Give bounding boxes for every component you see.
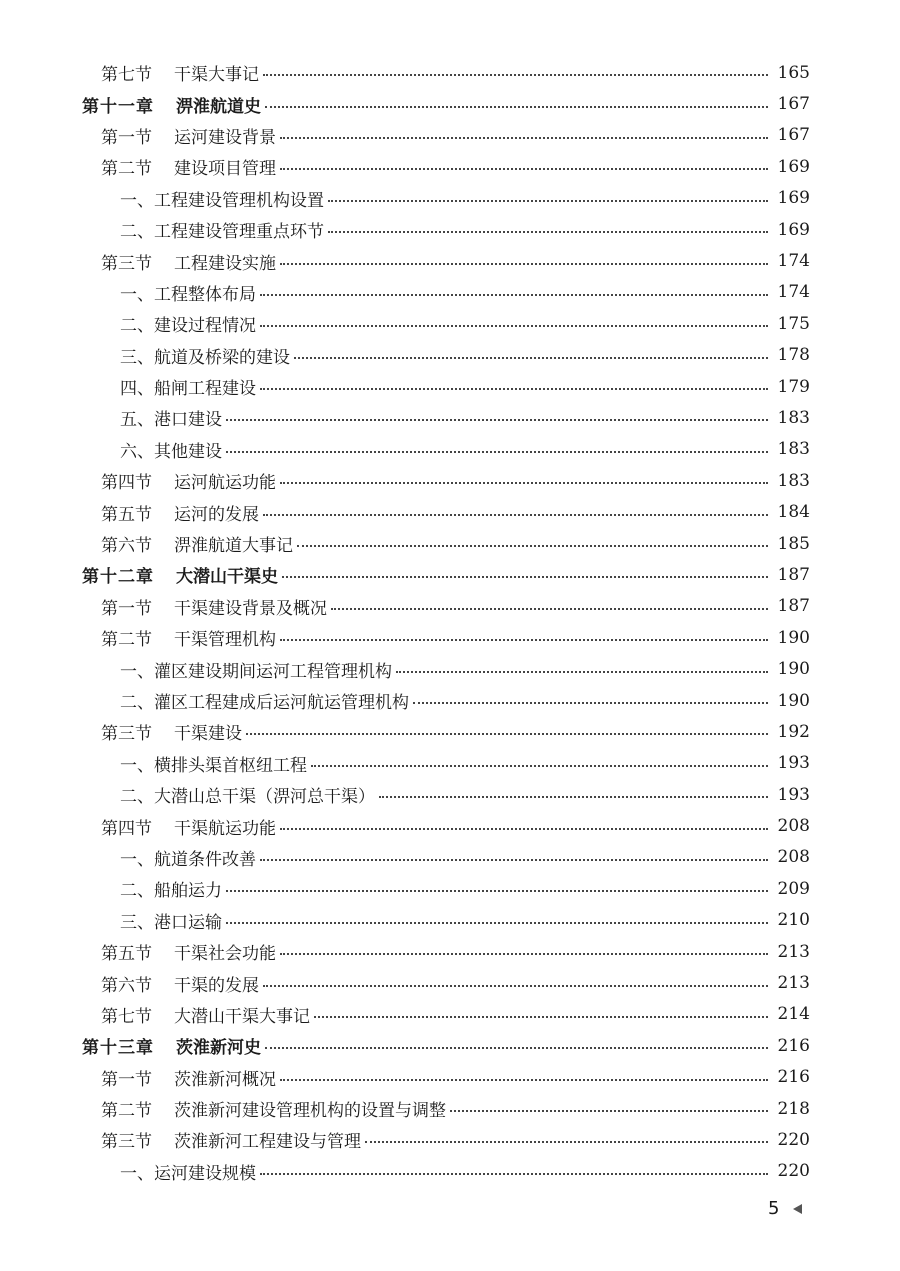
toc-entry-title: [120, 405, 224, 430]
toc-entry-label: 第七节: [101, 1006, 152, 1027]
dot-leader: [280, 262, 768, 265]
toc-entry-title: [101, 971, 261, 996]
toc-entry-text: 四、船闸工程建设: [120, 379, 256, 400]
toc-entry-text: 干渠社会功能: [174, 944, 276, 965]
triangle-left-icon: [793, 1204, 802, 1214]
toc-entry-title: [120, 845, 258, 870]
toc-section-entry[interactable]: [0, 151, 900, 182]
dot-leader: [260, 293, 768, 296]
toc-entry-label: 第三节: [101, 1132, 152, 1153]
toc-page-number: 218: [777, 1098, 810, 1119]
toc-entry-title: [120, 280, 258, 305]
toc-entry-text: 一、航道条件改善: [120, 849, 256, 870]
toc-page-number: 220: [777, 1129, 810, 1150]
toc-item-entry[interactable]: [0, 308, 900, 339]
toc-entry-text: 淠淮航道大事记: [174, 536, 293, 557]
toc-page-number: 210: [777, 910, 810, 931]
dot-leader: [263, 73, 768, 76]
toc-page-number: 167: [777, 94, 810, 115]
toc-entry-label: 第二节: [101, 1101, 152, 1122]
dot-leader: [280, 481, 768, 484]
toc-entry-title: [120, 908, 224, 933]
toc-entry-text: 五、港口建设: [120, 410, 222, 431]
toc-entry-text: 干渠大事记: [174, 65, 259, 86]
dot-leader: [311, 764, 768, 767]
toc-entry-title: [101, 939, 278, 964]
toc-page-number: 190: [777, 627, 810, 648]
toc-page-number: 175: [777, 313, 810, 334]
toc-page-number: 169: [777, 156, 810, 177]
toc-entry-title: [101, 249, 278, 274]
toc-section-entry[interactable]: [0, 967, 900, 998]
toc-section-entry[interactable]: [0, 496, 900, 527]
toc-chapter-entry[interactable]: [0, 1030, 900, 1061]
toc-entry-text: 运河航运功能: [174, 473, 276, 494]
toc-entry-text: 一、工程建设管理机构设置: [120, 190, 324, 211]
toc-entry-text: 二、船舶运力: [120, 881, 222, 902]
toc-page-number: 187: [777, 564, 810, 585]
dot-leader: [280, 827, 768, 830]
toc-entry-text: 三、港口运输: [120, 912, 222, 933]
toc-entry-text: 一、运河建设规模: [120, 1163, 256, 1184]
dot-leader: [280, 136, 768, 139]
toc-entry-title: [101, 625, 278, 650]
dot-leader: [294, 356, 768, 359]
toc-section-entry[interactable]: [0, 716, 900, 747]
toc-entry-label: 第一节: [101, 1069, 152, 1090]
toc-entry-title: [101, 814, 278, 839]
toc-entry-label: 第六节: [101, 536, 152, 557]
toc-entry-label: 第一节: [101, 598, 152, 619]
toc-entry-label: 第三节: [101, 253, 152, 274]
toc-section-entry[interactable]: [0, 810, 900, 841]
toc-entry-label: 第二节: [101, 630, 152, 651]
toc-entry-text: 运河的发展: [174, 504, 259, 525]
toc-page-number: 183: [777, 407, 810, 428]
toc-page-number: 169: [777, 219, 810, 240]
toc-entry-text: 茨淮新河建设管理机构的设置与调整: [174, 1101, 446, 1122]
dot-leader: [265, 1046, 768, 1049]
dot-leader: [365, 1140, 768, 1143]
toc-entry-label: 第十一章: [82, 96, 154, 117]
dot-leader: [413, 701, 768, 704]
toc-entry-title: [101, 154, 278, 179]
toc-entry-text: 二、建设过程情况: [120, 316, 256, 337]
toc-entry-label: 第十二章: [82, 567, 154, 588]
toc-entry-text: 三、航道及桥梁的建设: [120, 347, 290, 368]
dot-leader: [297, 544, 768, 547]
dot-leader: [226, 450, 768, 453]
toc-page-number: 190: [777, 659, 810, 680]
toc-entry-title: [101, 594, 329, 619]
toc-page-number: 174: [777, 282, 810, 303]
dot-leader: [226, 921, 768, 924]
toc-section-entry[interactable]: [0, 245, 900, 276]
toc-item-entry[interactable]: [0, 842, 900, 873]
toc-page-number: 174: [777, 251, 810, 272]
toc-entry-title: [101, 719, 244, 744]
toc-page-number: 167: [777, 125, 810, 146]
toc-page-number: 193: [777, 784, 810, 805]
toc-section-entry[interactable]: [0, 57, 900, 88]
toc-entry-title: [120, 186, 326, 211]
dot-leader: [263, 513, 768, 516]
toc-entry-title: [101, 1065, 278, 1090]
toc-page-number: 216: [777, 1067, 810, 1088]
toc-entry-title: [120, 311, 258, 336]
toc-section-entry[interactable]: [0, 465, 900, 496]
toc-section-entry[interactable]: [0, 528, 900, 559]
toc-entry-text: 一、工程整体布局: [120, 284, 256, 305]
toc-section-entry[interactable]: [0, 936, 900, 967]
toc-entry-text: 干渠管理机构: [174, 630, 276, 651]
toc-entry-text: 二、大潜山总干渠（淠河总干渠）: [120, 787, 375, 808]
toc-page-number: 208: [777, 847, 810, 868]
toc-item-entry[interactable]: [0, 277, 900, 308]
toc-section-entry[interactable]: [0, 999, 900, 1030]
toc-entry-title: [101, 1096, 448, 1121]
toc-item-entry[interactable]: [0, 653, 900, 684]
toc-entry-label: 第五节: [101, 944, 152, 965]
dot-leader: [263, 984, 768, 987]
toc-entry-title: [101, 531, 295, 556]
dot-leader: [280, 1078, 768, 1081]
toc-page-number: 190: [777, 690, 810, 711]
dot-leader: [246, 732, 768, 735]
toc-entry-label: 第三节: [101, 724, 152, 745]
toc-item-entry[interactable]: [0, 905, 900, 936]
toc-entry-title: [101, 1002, 312, 1027]
toc-page-number: 183: [777, 470, 810, 491]
toc-page-number: 192: [777, 721, 810, 742]
toc-section-entry[interactable]: [0, 1124, 900, 1155]
toc-entry-title: [101, 500, 261, 525]
toc-chapter-entry[interactable]: [0, 88, 900, 119]
toc-section-entry[interactable]: [0, 1093, 900, 1124]
toc-entry-title: [120, 1159, 258, 1184]
toc-page-number: 187: [777, 596, 810, 617]
toc-page-number: 184: [777, 502, 810, 523]
toc-entry-text: 工程建设实施: [174, 253, 276, 274]
dot-leader: [280, 167, 768, 170]
toc-item-entry[interactable]: [0, 1156, 900, 1187]
toc-page-number: 193: [777, 753, 810, 774]
toc-item-entry[interactable]: [0, 748, 900, 779]
dot-leader: [280, 638, 768, 641]
toc-page-number: 213: [777, 941, 810, 962]
dot-leader: [328, 199, 768, 202]
dot-leader: [396, 670, 768, 673]
dot-leader: [260, 324, 768, 327]
toc-entry-text: 二、工程建设管理重点环节: [120, 222, 324, 243]
dot-leader: [226, 418, 768, 421]
toc-entry-title: [120, 374, 258, 399]
dot-leader: [280, 952, 768, 955]
toc-section-entry[interactable]: [0, 591, 900, 622]
dot-leader: [314, 1015, 768, 1018]
dot-leader: [265, 105, 768, 108]
toc-entry-text: 一、灌区建设期间运河工程管理机构: [120, 661, 392, 682]
toc-entry-label: 第二节: [101, 159, 152, 180]
toc-entry-text: 干渠的发展: [174, 975, 259, 996]
toc-page-number: 208: [777, 816, 810, 837]
toc-entry-title: [101, 123, 278, 148]
toc-entry-label: 第四节: [101, 473, 152, 494]
toc-page-number: 178: [777, 345, 810, 366]
toc-entry-text: 茨淮新河史: [176, 1038, 261, 1059]
toc-entry-label: 第六节: [101, 975, 152, 996]
toc-entry-label: 第一节: [101, 127, 152, 148]
toc-page-number: 169: [777, 188, 810, 209]
toc-entry-title: [120, 751, 309, 776]
toc-page-number: 216: [777, 1035, 810, 1056]
toc-item-entry[interactable]: [0, 402, 900, 433]
toc-page-number: 185: [777, 533, 810, 554]
toc-entry-label: 第五节: [101, 504, 152, 525]
toc-item-entry[interactable]: [0, 371, 900, 402]
page-number: 5: [768, 1198, 780, 1219]
toc-entry-title: [120, 437, 224, 462]
toc-item-entry[interactable]: [0, 340, 900, 371]
toc-entry-text: 干渠建设背景及概况: [174, 598, 327, 619]
toc-page-number: 220: [777, 1161, 810, 1182]
toc-entry-label: 第七节: [101, 65, 152, 86]
toc-page-number: 214: [777, 1004, 810, 1025]
toc-entry-title: [101, 468, 278, 493]
toc-entry-title: [82, 1033, 263, 1058]
toc-entry-text: 运河建设背景: [174, 127, 276, 148]
toc-entry-label: 第十三章: [82, 1038, 154, 1059]
toc-entry-title: [120, 217, 326, 242]
toc-entry-label: 第四节: [101, 818, 152, 839]
toc-entry-text: 一、横排头渠首枢纽工程: [120, 755, 307, 776]
toc-section-entry[interactable]: [0, 1062, 900, 1093]
toc-entry-title: [120, 343, 292, 368]
toc-entry-text: 淠淮航道史: [176, 96, 261, 117]
toc-entry-title: [82, 92, 263, 117]
toc-section-entry[interactable]: [0, 120, 900, 151]
toc-page-number: 165: [777, 62, 810, 83]
toc-item-entry[interactable]: [0, 183, 900, 214]
toc-chapter-entry[interactable]: [0, 559, 900, 590]
dot-leader: [331, 607, 768, 610]
dot-leader: [260, 387, 768, 390]
dot-leader: [260, 858, 768, 861]
toc-entry-text: 大潜山干渠大事记: [174, 1006, 310, 1027]
toc-page-number: 213: [777, 973, 810, 994]
toc-item-entry[interactable]: [0, 214, 900, 245]
toc-entry-title: [120, 876, 224, 901]
toc-entry-title: [120, 657, 394, 682]
toc-entry-text: 茨淮新河工程建设与管理: [174, 1132, 361, 1153]
toc-entry-text: 二、灌区工程建成后运河航运管理机构: [120, 693, 409, 713]
toc-entry-title: [120, 688, 411, 713]
table-of-contents: [0, 57, 900, 1187]
toc-item-entry[interactable]: [0, 873, 900, 904]
toc-section-entry[interactable]: [0, 622, 900, 653]
toc-page-number: 179: [777, 376, 810, 397]
toc-page-number: 209: [777, 878, 810, 899]
toc-entry-title: [82, 562, 280, 587]
toc-entry-title: [120, 782, 377, 807]
toc-item-entry[interactable]: [0, 685, 900, 716]
toc-entry-text: 干渠建设: [174, 724, 242, 745]
toc-item-entry[interactable]: [0, 434, 900, 465]
dot-leader: [379, 795, 768, 798]
toc-entry-title: [101, 60, 261, 85]
dot-leader: [282, 575, 768, 578]
toc-entry-title: [101, 1127, 363, 1152]
toc-item-entry[interactable]: [0, 779, 900, 810]
dot-leader: [450, 1109, 768, 1112]
toc-entry-text: 六、其他建设: [120, 441, 222, 462]
toc-entry-text: 干渠航运功能: [174, 818, 276, 839]
dot-leader: [226, 889, 768, 892]
dot-leader: [260, 1172, 768, 1175]
page-footer: [768, 1198, 802, 1219]
toc-page-number: 183: [777, 439, 810, 460]
toc-entry-text: 大潜山干渠史: [176, 567, 278, 588]
toc-entry-text: 建设项目管理: [174, 159, 276, 180]
dot-leader: [328, 230, 768, 233]
toc-entry-text: 茨淮新河概况: [174, 1069, 276, 1090]
